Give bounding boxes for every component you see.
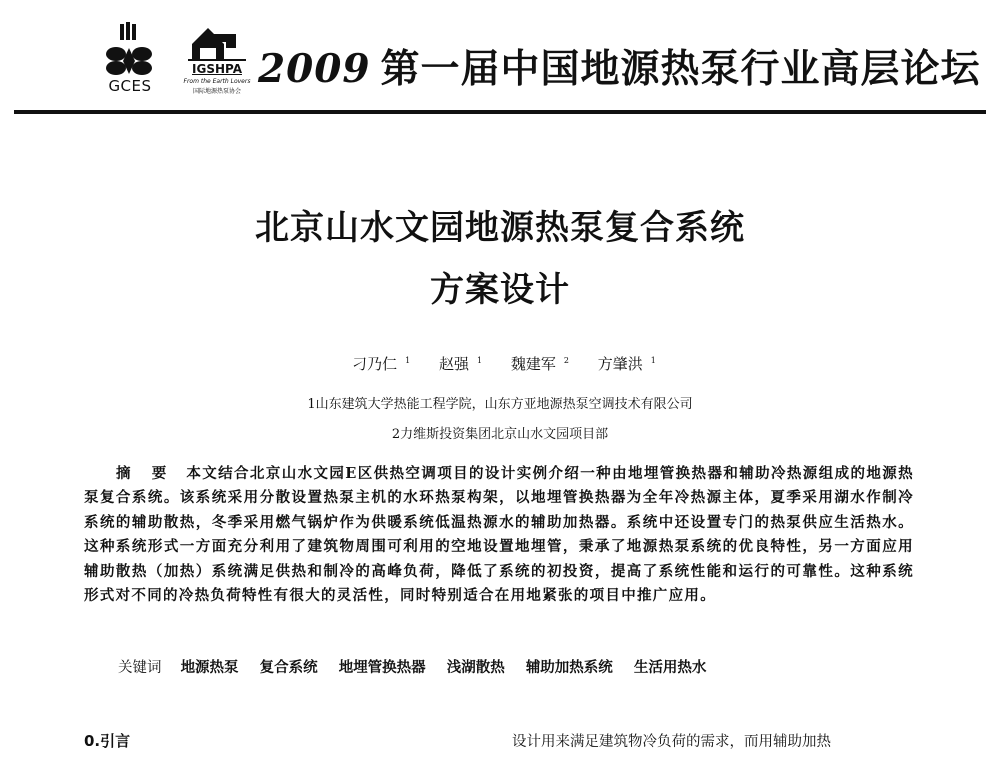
author: 赵强 $^1$ bbox=[439, 355, 483, 373]
abstract-text: 本文结合北京山水文园E区供热空调项目的设计实例介绍一种由地埋管换热器和辅助冷热源组成的地源热泵复合系统。该系统采用分散设置热泵主机的水环热泵构架，以地埋管换热器为全年冷热源主体，夏季采用湖水作制冷系统的辅助散热，冬季采用燃气锅炉作为供暖系统低温热源水的辅助加热器。系统中还设置专门的热泵供应生活热水。这种系统形式一方面充分利用了建筑物周围可利用的空地设置地埋管，秉承了地源热泵系统的优良特性，另一方面应用辅助散热（加热）系统满足供热和制冷的高峰负荷，降低了系统的初投资，提高了系统性能和运行的可靠性。这种系统形式对不同的冷热负荷特性有很大的灵活性，同时特别适合在用地紧张的项目中推广应用。 bbox=[84, 465, 914, 605]
keyword: 生活用热水 bbox=[633, 659, 707, 676]
author: 方肇洪 $^1$ bbox=[597, 355, 656, 373]
paper-title-line-1: 北京山水文园地源热泵复合系统 bbox=[255, 208, 745, 248]
igshpa-tagline: From the Earth Lovers bbox=[183, 78, 251, 85]
affiliation-1: 1山东建筑大学热能工程学院，山东方亚地源热泵空调技术有限公司 bbox=[307, 397, 693, 412]
author: 刁乃仁 $^1$ bbox=[352, 355, 411, 373]
paper-title-line-2: 方案设计 bbox=[430, 270, 570, 310]
body-text: 设计用来满足建筑物冷负荷的需求，而用辅助加热 bbox=[512, 734, 831, 750]
gces-emblem-icon bbox=[100, 22, 160, 77]
abstract-label: 摘 要 bbox=[116, 465, 175, 482]
igshpa-logo bbox=[178, 22, 256, 94]
igshpa-house-icon bbox=[178, 22, 256, 62]
forum-name: 第一届中国地源热泵行业高层论坛 bbox=[380, 46, 981, 92]
igshpa-logo-text: IGSHPA bbox=[192, 62, 242, 76]
author: 魏建军 $^2$ bbox=[510, 355, 569, 373]
section-heading: 0.引言 bbox=[84, 732, 131, 750]
keyword: 地源热泵 bbox=[180, 659, 239, 676]
igshpa-chinese-name: 国际地源热泵协会 bbox=[192, 88, 241, 95]
gces-logo-text: GCES bbox=[108, 77, 152, 95]
keyword: 复合系统 bbox=[259, 659, 318, 676]
abstract bbox=[84, 462, 914, 608]
keyword: 浅湖散热 bbox=[446, 659, 505, 676]
gces-logo bbox=[100, 22, 160, 94]
keyword: 辅助加热系统 bbox=[525, 659, 613, 676]
header-divider bbox=[14, 110, 986, 114]
forum-title bbox=[258, 38, 981, 94]
keywords bbox=[118, 656, 938, 677]
forum-year: 2009 bbox=[258, 46, 371, 92]
author-list bbox=[0, 353, 1000, 374]
conference-header bbox=[0, 0, 1000, 118]
keyword: 地埋管换热器 bbox=[338, 659, 426, 676]
affiliation-2: 2力维斯投资集团北京山水文园项目部 bbox=[391, 427, 609, 442]
keywords-label: 关键词 bbox=[118, 660, 162, 676]
